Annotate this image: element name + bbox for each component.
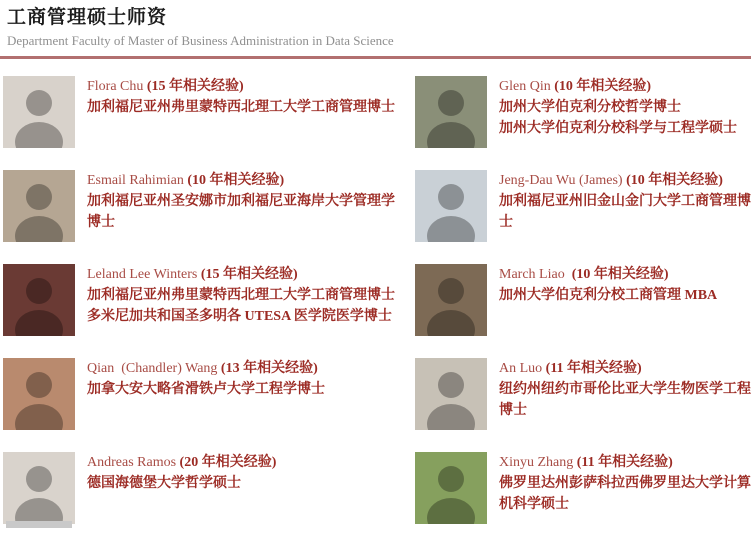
faculty-name-line: [87, 76, 395, 97]
page-header: [0, 0, 751, 49]
faculty-name-line: [499, 264, 717, 285]
faculty-photo: [415, 452, 487, 524]
faculty-info: [499, 264, 717, 336]
faculty-info: [499, 358, 751, 430]
faculty-grid: [0, 76, 751, 546]
faculty-photo: [415, 264, 487, 336]
faculty-photo: [415, 76, 487, 148]
faculty-photo: [3, 264, 75, 336]
faculty-photo: [3, 76, 75, 148]
person-silhouette-icon: [415, 358, 487, 430]
faculty-experience: (10 年相关经验): [626, 173, 723, 188]
next-photo-partial: [6, 521, 72, 528]
faculty-name: Flora Chu: [87, 79, 147, 94]
page-subtitle: Department Faculty of Master of Business Administration in Data Science: [7, 33, 394, 48]
faculty-degree: 德国海德堡大学哲学硕士: [87, 476, 241, 491]
faculty-experience: (13 年相关经验): [220, 361, 318, 376]
faculty-name: Xinyu Zhang: [499, 455, 577, 470]
faculty-card: [412, 264, 751, 336]
faculty-info: [87, 264, 395, 336]
faculty-name: Glen Qin: [499, 79, 555, 94]
faculty-card: [0, 358, 412, 430]
faculty-degree: 加利福尼亚州旧金山金门大学工商管理博士: [499, 194, 751, 230]
faculty-card: [0, 452, 412, 524]
faculty-degree: 加州大学伯克利分校科学与工程学硕士: [499, 121, 737, 136]
faculty-experience: (15 年相关经验): [146, 79, 244, 94]
faculty-card: [0, 264, 412, 336]
page-divider: [0, 56, 751, 59]
faculty-degree: 多米尼加共和国圣多明各 UTESA 医学院医学博士: [87, 309, 392, 324]
faculty-name-line: [87, 452, 276, 473]
faculty-name: Esmail Rahimian: [87, 173, 188, 188]
faculty-name: Jeng-Dau Wu (James): [499, 173, 627, 188]
person-silhouette-icon: [3, 264, 75, 336]
faculty-name-line: [499, 76, 737, 97]
person-silhouette-icon: [3, 170, 75, 242]
faculty-info: [499, 76, 737, 148]
faculty-experience: (10 年相关经验): [554, 79, 652, 94]
person-silhouette-icon: [415, 170, 487, 242]
faculty-name: Leland Lee Winters: [87, 267, 201, 282]
faculty-info: [87, 452, 276, 524]
faculty-name-line: [499, 170, 751, 191]
faculty-name-line: [87, 358, 325, 379]
faculty-info: [87, 76, 395, 148]
faculty-info: [87, 358, 325, 430]
faculty-degree: 加州大学伯克利分校哲学博士: [499, 100, 681, 115]
faculty-name: An Luo: [499, 361, 546, 376]
person-silhouette-icon: [3, 76, 75, 148]
page-title: 工商管理硕士师资: [7, 7, 168, 28]
faculty-name-line: [499, 358, 751, 379]
faculty-info: [87, 170, 399, 242]
person-silhouette-icon: [3, 452, 75, 524]
faculty-degree: 加利福尼亚州圣安娜市加利福尼亚海岸大学管理学博士: [87, 194, 395, 230]
faculty-info: [499, 170, 751, 242]
faculty-photo: [415, 170, 487, 242]
faculty-experience: (15 年相关经验): [200, 267, 298, 282]
faculty-experience: (10 年相关经验): [187, 173, 285, 188]
faculty-degree: 佛罗里达州彭萨科拉西佛罗里达大学计算机科学硕士: [499, 476, 751, 512]
faculty-experience: (10 年相关经验): [571, 267, 669, 282]
faculty-photo: [3, 170, 75, 242]
faculty-name: Qian (Chandler) Wang: [87, 361, 221, 376]
person-silhouette-icon: [415, 452, 487, 524]
faculty-degree: 加州大学伯克利分校工商管理 MBA: [499, 288, 718, 303]
faculty-name-line: [87, 170, 399, 191]
faculty-degree: 纽约州纽约市哥伦比亚大学生物医学工程博士: [499, 382, 751, 418]
person-silhouette-icon: [415, 76, 487, 148]
faculty-card: [412, 358, 751, 430]
faculty-name: March Liao: [499, 267, 572, 282]
faculty-card: [412, 170, 751, 242]
faculty-experience: (11 年相关经验): [576, 455, 673, 470]
person-silhouette-icon: [3, 358, 75, 430]
faculty-name-line: [87, 264, 395, 285]
faculty-info: [499, 452, 751, 524]
faculty-photo: [415, 358, 487, 430]
person-silhouette-icon: [415, 264, 487, 336]
faculty-card: [0, 76, 412, 148]
faculty-photo: [3, 358, 75, 430]
faculty-photo: [3, 452, 75, 524]
faculty-card: [412, 452, 751, 524]
faculty-name-line: [499, 452, 751, 473]
faculty-experience: (11 年相关经验): [545, 361, 642, 376]
faculty-experience: (20 年相关经验): [179, 455, 277, 470]
faculty-card: [412, 76, 751, 148]
faculty-card: [0, 170, 412, 242]
faculty-degree: 加利福尼亚州弗里蒙特西北理工大学工商管理博士: [87, 100, 395, 115]
faculty-degree: 加利福尼亚州弗里蒙特西北理工大学工商管理博士: [87, 288, 395, 303]
faculty-degree: 加拿大安大略省滑铁卢大学工程学博士: [87, 382, 325, 397]
faculty-name: Andreas Ramos: [87, 455, 180, 470]
